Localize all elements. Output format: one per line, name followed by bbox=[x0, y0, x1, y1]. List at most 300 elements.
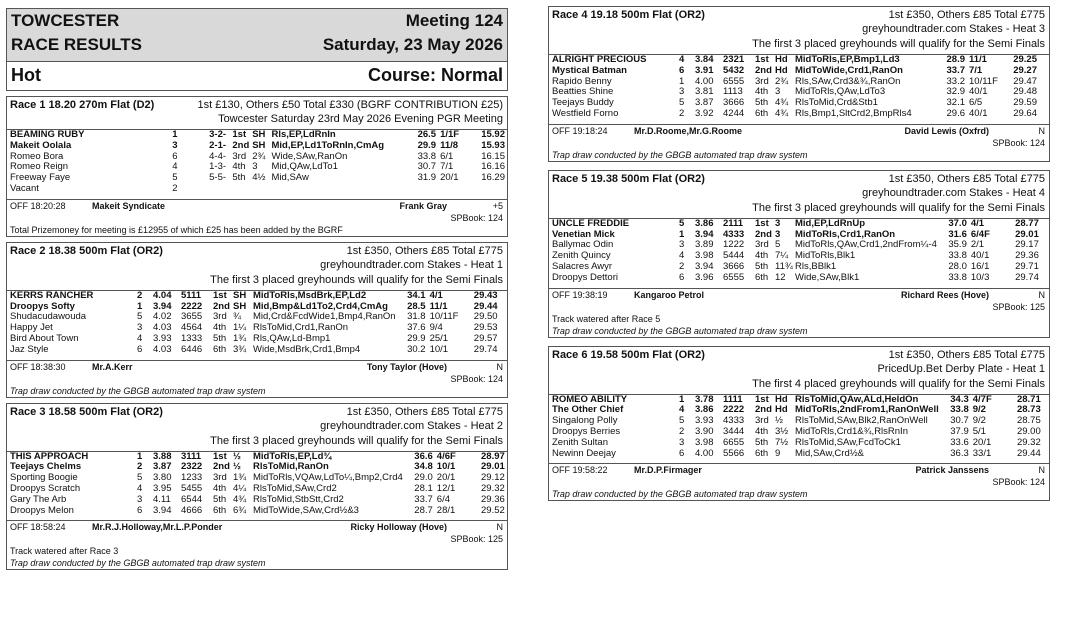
cell: 3 bbox=[137, 322, 143, 334]
table-row bbox=[10, 184, 507, 195]
cell: 40/1 bbox=[969, 107, 988, 119]
cell: 2-1- bbox=[209, 139, 227, 151]
table-row bbox=[10, 495, 507, 506]
meeting-date: Saturday, 23 May 2026 bbox=[322, 35, 503, 54]
cell: 29.59 bbox=[1013, 97, 1037, 109]
race-header bbox=[549, 347, 1049, 362]
cell: Zenith Quincy bbox=[552, 250, 611, 262]
cell: Rls,SAw,Crd3&¾,RanOn bbox=[795, 75, 901, 87]
cell: 29.43 bbox=[473, 289, 498, 301]
trainer-name: Tony Taylor (Hove) bbox=[366, 361, 447, 372]
cell: 4/7F bbox=[972, 393, 992, 405]
cell: Rls,Bmp1,SltCrd2,BmpRls4 bbox=[795, 107, 912, 119]
spbook: SPBook: 125 bbox=[992, 301, 1045, 312]
cell bbox=[232, 184, 252, 195]
cell: MidToRls,VQAw,LdTo¼,Bmp2,Crd4 bbox=[253, 472, 403, 484]
cell: 2nd bbox=[232, 139, 250, 151]
off-time: OFF 19:18:24 bbox=[552, 125, 608, 136]
cell: 10/1 bbox=[429, 343, 449, 355]
table-row bbox=[10, 345, 500, 356]
cell: 1st bbox=[755, 393, 769, 405]
cell: SH bbox=[252, 139, 266, 151]
race-subtitle: The first 3 placed greyhounds will qualify for the Semi Finals bbox=[210, 434, 503, 447]
cell: 6544 bbox=[181, 493, 203, 505]
race-subtitle: greyhoundtrader.com Stakes - Heat 1 bbox=[320, 258, 503, 271]
cell: 6655 bbox=[723, 436, 745, 448]
cell: SH bbox=[233, 300, 247, 312]
cell: 2nd bbox=[213, 461, 230, 473]
cell: 28/1 bbox=[436, 504, 456, 516]
distance-marker: N bbox=[496, 361, 503, 372]
cell bbox=[252, 184, 271, 195]
cell: 3.81 bbox=[695, 86, 714, 98]
cell: 4th bbox=[755, 250, 769, 262]
cell: 3½ bbox=[775, 425, 789, 437]
left-column bbox=[6, 8, 508, 570]
trainer-name: Richard Rees (Hove) bbox=[900, 289, 989, 300]
race-header bbox=[549, 171, 1049, 186]
owner-name: Mr.D.P.Firmager bbox=[634, 465, 702, 476]
race-footer bbox=[549, 463, 1049, 477]
cell bbox=[409, 184, 440, 195]
owner-name: Makeit Syndicate bbox=[92, 200, 166, 211]
cell: 6/1 bbox=[440, 150, 454, 162]
results-header bbox=[6, 8, 508, 62]
table-row bbox=[10, 291, 500, 302]
table-row bbox=[10, 506, 507, 517]
cell: 2222 bbox=[723, 404, 745, 416]
cell: The Other Chief bbox=[552, 404, 624, 416]
distance-marker: N bbox=[1038, 125, 1045, 136]
cell: 5 bbox=[172, 172, 178, 184]
cell: 4 bbox=[172, 161, 178, 173]
cell: Singalong Polly bbox=[552, 415, 618, 427]
cell: 4564 bbox=[181, 322, 203, 334]
race-footer bbox=[7, 520, 507, 534]
owner-name: Kangaroo Petrol bbox=[634, 289, 705, 300]
cell: 29.44 bbox=[1016, 447, 1041, 459]
cell: 31.9 bbox=[417, 172, 437, 184]
cell: 2111 bbox=[723, 217, 744, 229]
cell: Droopys Dettori bbox=[552, 271, 618, 283]
meeting-number: Meeting 124 bbox=[405, 11, 503, 30]
race-header bbox=[7, 404, 507, 419]
cell: 5th bbox=[213, 493, 227, 505]
cell: 3.93 bbox=[695, 415, 714, 427]
cell: 25/1 bbox=[429, 332, 449, 344]
cell: 3 bbox=[679, 436, 685, 448]
cell: KERRS RANCHER bbox=[10, 289, 94, 301]
cell: 11¾ bbox=[775, 260, 793, 272]
cell: 34.1 bbox=[407, 289, 426, 301]
cell: 34.8 bbox=[414, 461, 433, 473]
cell: Hd bbox=[775, 54, 788, 65]
going-bar bbox=[6, 62, 508, 91]
cell: 2 bbox=[679, 425, 685, 437]
cell: 5th bbox=[755, 97, 769, 109]
cell: 11/1 bbox=[429, 300, 448, 312]
race-block-1 bbox=[6, 96, 508, 237]
cell: 37.9 bbox=[950, 425, 969, 437]
cell: 6 bbox=[679, 447, 685, 459]
cell: Romeo Bora bbox=[10, 150, 64, 162]
cell: Wide,MsdBrk,Crd1,Bmp4 bbox=[253, 343, 361, 355]
course-label: Course: Normal bbox=[367, 65, 503, 85]
runners-table bbox=[10, 452, 507, 517]
race-header bbox=[549, 7, 1049, 22]
race-footer bbox=[549, 124, 1049, 138]
cell: Makeit Oolala bbox=[10, 139, 72, 151]
cell: 1st bbox=[213, 450, 227, 462]
cell: 4333 bbox=[723, 415, 745, 427]
cell: 6th bbox=[213, 504, 227, 516]
race-prize: 1st £350, Others £85 Total £775 bbox=[346, 405, 503, 418]
cell: 2 bbox=[172, 182, 178, 194]
cell: 1¾ bbox=[233, 472, 247, 484]
cell: 6¾ bbox=[233, 504, 247, 516]
cell: 29.01 bbox=[1015, 228, 1039, 240]
cell: 3rd bbox=[232, 150, 247, 162]
cell: 3.96 bbox=[695, 271, 714, 283]
cell: 3 bbox=[252, 161, 258, 173]
cell: 1st bbox=[755, 54, 769, 65]
cell: 3655 bbox=[181, 311, 203, 323]
owner-name: Mr.A.Kerr bbox=[92, 361, 133, 372]
race-subtitle: greyhoundtrader.com Stakes - Heat 2 bbox=[320, 419, 503, 432]
cell: 4 bbox=[679, 54, 685, 65]
cell: Mid,Crd&FcdWide1,Bmp4,RanOn bbox=[253, 311, 396, 323]
cell bbox=[440, 184, 472, 195]
off-time: OFF 19:58:22 bbox=[552, 465, 608, 476]
cell: Venetian Mick bbox=[552, 228, 615, 240]
cell: 16.15 bbox=[481, 150, 505, 162]
cell: RlsToMid,RanOn bbox=[253, 461, 329, 473]
cell: 28.1 bbox=[414, 482, 433, 494]
cell: 3.94 bbox=[695, 228, 714, 240]
cell: 3.89 bbox=[695, 239, 714, 251]
cell: Rls,EP,LdRnIn bbox=[271, 129, 336, 140]
cell: Mid,EP,Ld1ToRnIn,CmAg bbox=[271, 139, 385, 151]
cell: 3.94 bbox=[695, 260, 714, 272]
cell: 29.71 bbox=[1015, 260, 1039, 272]
cell: 3¾ bbox=[233, 343, 247, 355]
distance-marker: +5 bbox=[492, 200, 503, 211]
cell: 5-5- bbox=[209, 172, 227, 184]
table-row bbox=[552, 273, 1041, 284]
cell: RlsToMid,QAw,ALd,HeldOn bbox=[795, 393, 919, 405]
cell: BEAMING RUBY bbox=[10, 129, 85, 140]
cell: Wide,SAw,RanOn bbox=[271, 150, 348, 162]
race-note: Trap draw conducted by the GBGB automated trap draw system bbox=[552, 149, 808, 160]
cell: MidToRls,QAw,Crd1,2ndFrom¼-4 bbox=[795, 239, 937, 251]
cell: Salacres Awyr bbox=[552, 260, 613, 272]
spbook: SPBook: 124 bbox=[450, 373, 503, 384]
race-title: Race 6 19.58 500m Flat (OR2) bbox=[552, 348, 705, 361]
cell: 33.8 bbox=[417, 150, 437, 162]
cell: Droopys Melon bbox=[10, 504, 74, 516]
cell: Rls,BBlk1 bbox=[795, 260, 837, 272]
cell: RlsToMid,SAw,Blk2,RanOnWell bbox=[795, 415, 928, 427]
cell: 28.77 bbox=[1015, 217, 1039, 229]
cell: 5th bbox=[755, 436, 769, 448]
cell: 2nd bbox=[213, 300, 230, 312]
cell: 29.27 bbox=[1013, 64, 1037, 76]
cell: Hd bbox=[775, 404, 788, 416]
cell: ¾ bbox=[233, 311, 241, 323]
cell: 6th bbox=[755, 271, 769, 283]
cell: 6th bbox=[755, 107, 769, 119]
cell: 4¾ bbox=[775, 107, 789, 119]
cell: 30.7 bbox=[950, 415, 969, 427]
cell: Happy Jet bbox=[10, 322, 53, 334]
cell: 7½ bbox=[775, 436, 789, 448]
race-prize: 1st £350, Others £85 Total £775 bbox=[888, 348, 1045, 361]
cell: 1111 bbox=[723, 393, 743, 405]
cell: 29.25 bbox=[1013, 54, 1037, 65]
cell: 6555 bbox=[723, 75, 745, 87]
cell: 4¾ bbox=[775, 97, 789, 109]
cell: 2¾ bbox=[775, 75, 789, 87]
cell: 28.71 bbox=[1016, 393, 1041, 405]
cell: 5/1 bbox=[972, 425, 986, 437]
cell: 9/4 bbox=[429, 322, 443, 334]
cell: 4333 bbox=[723, 228, 745, 240]
cell: Rapido Benny bbox=[552, 75, 612, 87]
distance-marker: N bbox=[496, 522, 503, 533]
cell: 29.74 bbox=[1015, 271, 1039, 283]
trainer-name: Frank Gray bbox=[399, 200, 447, 211]
cell: 4/6F bbox=[436, 450, 456, 462]
cell: 34.3 bbox=[950, 393, 969, 405]
cell: 4th bbox=[755, 425, 769, 437]
cell: 4/1 bbox=[970, 217, 985, 229]
off-time: OFF 18:58:24 bbox=[10, 522, 66, 533]
cell: 3-2- bbox=[209, 129, 227, 140]
table-row bbox=[10, 173, 507, 184]
race-prize: 1st £130, Others £50 Total £330 (BGRF CONTRIBUTION £25) bbox=[197, 99, 503, 111]
cell: Mid,SAw bbox=[271, 172, 309, 184]
cell: 4.00 bbox=[695, 75, 714, 87]
cell: 3 bbox=[775, 228, 781, 240]
cell: 28.0 bbox=[948, 260, 967, 272]
cell: 3.98 bbox=[695, 436, 714, 448]
race-header bbox=[7, 243, 507, 258]
cell: 5455 bbox=[181, 482, 203, 494]
cell: 31.8 bbox=[407, 311, 426, 323]
distance-marker: N bbox=[1038, 465, 1045, 476]
cell: Westfield Forno bbox=[552, 107, 619, 119]
cell: 4.03 bbox=[153, 343, 172, 355]
cell: 4¼ bbox=[233, 482, 247, 494]
cell: 3666 bbox=[723, 260, 745, 272]
cell: 29.52 bbox=[481, 504, 505, 516]
cell: 28.73 bbox=[1016, 404, 1041, 416]
cell: 29.36 bbox=[481, 493, 505, 505]
title-line2: RACE RESULTS bbox=[11, 35, 142, 54]
cell: 6555 bbox=[723, 271, 745, 283]
cell: 6/4F bbox=[970, 228, 990, 240]
cell: 6th bbox=[755, 447, 769, 459]
cell: 3 bbox=[775, 86, 781, 98]
cell: 28.7 bbox=[414, 504, 433, 516]
cell: 1/1F bbox=[440, 129, 460, 140]
cell: 16/1 bbox=[970, 260, 990, 272]
cell: 2321 bbox=[723, 54, 745, 65]
cell: Romeo Reign bbox=[10, 161, 69, 173]
race-footer bbox=[549, 288, 1049, 302]
cell: 4/1 bbox=[429, 289, 443, 301]
cell: 3.84 bbox=[695, 54, 714, 65]
cell: 9/2 bbox=[972, 415, 986, 427]
cell: 5 bbox=[775, 239, 781, 251]
cell: RlsToMid,SAw,FcdToCk1 bbox=[795, 436, 901, 448]
cell: 6 bbox=[172, 150, 178, 162]
cell: 16.16 bbox=[481, 161, 505, 173]
cell: 12 bbox=[775, 271, 786, 283]
race-note: Trap draw conducted by the GBGB automated trap draw system bbox=[552, 489, 808, 500]
table-row bbox=[552, 449, 1043, 460]
cell: 29.9 bbox=[407, 332, 426, 344]
cell: 32.1 bbox=[946, 97, 965, 109]
trainer-name: Patrick Janssens bbox=[915, 465, 989, 476]
cell: 6/4 bbox=[436, 493, 450, 505]
cell: 1 bbox=[172, 129, 178, 140]
cell: 33.8 bbox=[950, 404, 969, 416]
cell: 29.9 bbox=[417, 139, 437, 151]
race-block-2 bbox=[6, 242, 508, 398]
cell: 1113 bbox=[723, 86, 743, 98]
race-prize: 1st £350, Others £85 Total £775 bbox=[888, 9, 1045, 21]
cell: 7/1 bbox=[969, 64, 983, 76]
cell: Jaz Style bbox=[10, 343, 49, 355]
cell: SH bbox=[233, 289, 247, 301]
cell: 6th bbox=[213, 343, 227, 355]
race-footer bbox=[7, 360, 507, 374]
cell: 1st bbox=[213, 289, 227, 301]
cell: 11/8 bbox=[440, 139, 459, 151]
cell: 5 bbox=[137, 311, 143, 323]
cell: Freeway Faye bbox=[10, 172, 71, 184]
cell: 3111 bbox=[181, 450, 202, 462]
cell: 5 bbox=[679, 415, 685, 427]
trainer-name: Ricky Holloway (Hove) bbox=[350, 522, 447, 533]
cell: 1 bbox=[679, 228, 685, 240]
cell: 3 bbox=[679, 239, 685, 251]
cell: Beatties Shine bbox=[552, 86, 614, 98]
off-time: OFF 19:38:19 bbox=[552, 289, 608, 300]
spbook: SPBook: 124 bbox=[992, 137, 1045, 148]
cell: Wide,SAw,Blk1 bbox=[795, 271, 860, 283]
cell: 16.29 bbox=[481, 172, 505, 184]
cell: MidToRls,EP,Bmp1,Ld3 bbox=[795, 54, 900, 65]
cell: 12/1 bbox=[436, 482, 456, 494]
going-label: Hot bbox=[11, 65, 41, 85]
table-row bbox=[552, 109, 1039, 120]
cell: 1 bbox=[679, 393, 685, 405]
cell: 1233 bbox=[181, 472, 203, 484]
cell: MidToRls,Crd1&¾,RlsRnIn bbox=[795, 425, 908, 437]
cell: ½ bbox=[233, 461, 241, 473]
race-title: Race 5 19.38 500m Flat (OR2) bbox=[552, 172, 705, 185]
cell: UNCLE FREDDIE bbox=[552, 217, 630, 229]
cell: 2 bbox=[679, 107, 685, 119]
cell: 33.2 bbox=[946, 75, 965, 87]
cell: 2/1 bbox=[970, 239, 985, 251]
cell: 15.92 bbox=[481, 129, 505, 140]
cell: Teejays Buddy bbox=[552, 97, 614, 109]
cell: 2¾ bbox=[252, 150, 266, 162]
race-title: Race 2 18.38 500m Flat (OR2) bbox=[10, 244, 163, 257]
cell: 2nd bbox=[755, 64, 772, 76]
cell: 2222 bbox=[181, 300, 203, 312]
cell bbox=[272, 184, 410, 195]
cell: Zenith Sultan bbox=[552, 436, 608, 448]
race-block-4 bbox=[548, 6, 1050, 162]
cell: 4666 bbox=[181, 504, 203, 516]
cell: 29.32 bbox=[481, 482, 505, 494]
cell: 3.86 bbox=[695, 217, 714, 229]
cell: 30.2 bbox=[407, 343, 426, 355]
cell: 3444 bbox=[723, 425, 745, 437]
cell: 35.9 bbox=[948, 239, 967, 251]
cell: 3.80 bbox=[153, 472, 172, 484]
table-row bbox=[552, 438, 1043, 449]
race-subtitle: Towcester Saturday 23rd May 2026 Evening PGR Meeting bbox=[218, 113, 503, 125]
cell: 2nd bbox=[755, 404, 772, 416]
race-note: Track watered after Race 3 bbox=[10, 546, 119, 557]
runners-table bbox=[552, 219, 1041, 284]
cell: MidToRls,2ndFrom1,RanOnWell bbox=[795, 404, 939, 416]
cell: 5th bbox=[213, 332, 227, 344]
cell: 28.97 bbox=[481, 450, 505, 462]
cell: 10/11F bbox=[429, 311, 459, 323]
cell: 29.0 bbox=[414, 472, 433, 484]
cell: 33.8 bbox=[948, 271, 967, 283]
cell: 2 bbox=[137, 289, 143, 301]
cell: 9 bbox=[775, 447, 781, 459]
cell: THIS APPROACH bbox=[10, 450, 89, 462]
race-subtitle: The first 3 placed greyhounds will qualify for the Semi Finals bbox=[752, 38, 1045, 50]
cell: 5 bbox=[679, 217, 685, 229]
race-header bbox=[7, 97, 507, 112]
cell: Vacant bbox=[10, 182, 39, 194]
race-title: Race 4 19.18 500m Flat (OR2) bbox=[552, 9, 705, 21]
cell bbox=[472, 184, 507, 195]
cell: 4¾ bbox=[233, 493, 247, 505]
cell: RlsToMid,Crd&Stb1 bbox=[795, 97, 878, 109]
cell: Mid,EP,LdRnUp bbox=[795, 217, 866, 229]
cell: 29.32 bbox=[1016, 436, 1041, 448]
race-subtitle: The first 3 placed greyhounds will qualify for the Semi Finals bbox=[210, 273, 503, 286]
cell: 29.12 bbox=[481, 472, 505, 484]
cell: 33.7 bbox=[946, 64, 965, 76]
cell: 5444 bbox=[723, 250, 745, 262]
spbook: SPBook: 124 bbox=[992, 477, 1045, 488]
cell: 3 bbox=[137, 493, 143, 505]
cell: 1 bbox=[137, 300, 143, 312]
cell: 7¼ bbox=[775, 250, 789, 262]
cell: 3 bbox=[172, 139, 178, 151]
cell: 37.6 bbox=[407, 322, 426, 334]
race-subtitle: greyhoundtrader.com Stakes - Heat 4 bbox=[862, 186, 1045, 199]
race-subtitle: PricedUp.Bet Derby Plate - Heat 1 bbox=[877, 362, 1045, 375]
cell: 33.7 bbox=[414, 493, 433, 505]
cell: 1st bbox=[232, 129, 247, 140]
cell: 6 bbox=[137, 343, 143, 355]
cell: 29.36 bbox=[1015, 250, 1039, 262]
cell: 1333 bbox=[181, 332, 203, 344]
cell: 28.9 bbox=[946, 54, 965, 65]
